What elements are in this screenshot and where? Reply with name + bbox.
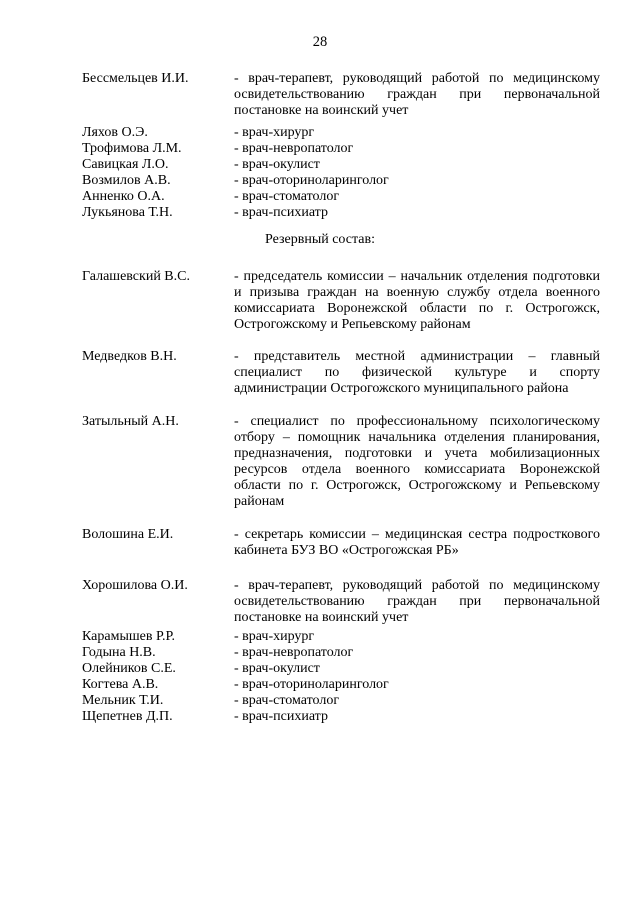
member-name: Карамышев Р.Р. (82, 629, 176, 644)
member-role-line: отбору – помощник начальника отделения планирования, (234, 430, 600, 445)
member-role-line: освидетельствованию граждан при первоначальной (234, 594, 600, 609)
member-name: Ляхов О.Э. (82, 125, 148, 140)
member-role-line: - врач-терапевт, руководящий работой по медицинскому (234, 71, 600, 86)
member-name: Возмилов А.В. (82, 173, 171, 188)
member-role-line: - представитель местной администрации – главный (234, 349, 600, 364)
member-role-line: - врач-хирург (234, 629, 315, 644)
member-name: Мельник Т.И. (82, 693, 164, 708)
member-name: Бессмельцев И.И. (82, 71, 189, 86)
member-role-line: - специалист по профессиональному психологическому (234, 414, 600, 429)
member-role-line: - врач-психиатр (234, 205, 328, 220)
member-role-line: - врач-психиатр (234, 709, 328, 724)
member-role-line: постановке на воинский учет (234, 610, 409, 625)
member-role-line: - врач-хирург (234, 125, 315, 140)
member-role-line: - врач-стоматолог (234, 693, 340, 708)
member-role-line: предназначения, подготовки и учета мобилизационных (234, 446, 600, 461)
member-role-line: Острогожскому и Репьевскому районам (234, 317, 471, 332)
member-role (234, 71, 600, 119)
reserve-section-title: Резервный состав: (264, 232, 375, 247)
member-role-line: кабинета БУЗ ВО «Острогожская РБ» (234, 543, 459, 558)
member-role (234, 349, 600, 397)
member-role (234, 414, 600, 510)
member-role-line: - врач-стоматолог (234, 189, 340, 204)
member-role-line: - врач-окулист (234, 661, 320, 676)
member-name: Затыльный А.Н. (82, 414, 179, 429)
member-role-line: комиссариата Воронежской области по г. Острогожск, (234, 301, 600, 316)
member-role (234, 677, 600, 693)
member-role (234, 205, 600, 221)
member-role (234, 693, 600, 709)
member-name: Галашевский В.С. (82, 269, 190, 284)
member-role (234, 269, 600, 333)
member-role-line: постановке на воинский учет (234, 103, 409, 118)
member-name: Савицкая Л.О. (82, 157, 169, 172)
member-role-line: - врач-оториноларинголог (234, 173, 389, 188)
member-role-line: области по г. Острогожск, Острогожскому и Репьевскому (234, 478, 600, 493)
member-role (234, 141, 600, 157)
member-role (234, 527, 600, 559)
member-role (234, 629, 600, 645)
member-role-line: ресурсов отдела военного комиссариата Воронежской (234, 462, 600, 477)
member-role-line: - врач-невропатолог (234, 141, 354, 156)
member-role-line: администрации Острогожского муниципального района (234, 381, 569, 396)
page-number: 28 (312, 34, 328, 50)
member-role (234, 157, 600, 173)
member-role-line: - врач-терапевт, руководящий работой по медицинскому (234, 578, 600, 593)
member-role (234, 189, 600, 205)
member-role (234, 173, 600, 189)
member-name: Хорошилова О.И. (82, 578, 188, 593)
member-role-line: специалист по физической культуре и спорту (234, 365, 600, 380)
member-name: Олейников С.Е. (82, 661, 176, 676)
member-role-line: - врач-окулист (234, 157, 320, 172)
member-name: Щепетнев Д.П. (82, 709, 173, 724)
member-role-line: - врач-невропатолог (234, 645, 354, 660)
member-name: Годына Н.В. (82, 645, 156, 660)
member-role (234, 661, 600, 677)
member-name: Трофимова Л.М. (82, 141, 182, 156)
member-role (234, 709, 600, 725)
member-role (234, 645, 600, 661)
member-role (234, 578, 600, 626)
member-role (234, 125, 600, 141)
member-name: Волошина Е.И. (82, 527, 174, 542)
member-role-line: - секретарь комиссии – медицинская сестра подросткового (234, 527, 600, 542)
member-role-line: освидетельствованию граждан при первоначальной (234, 87, 600, 102)
member-name: Лукьянова Т.Н. (82, 205, 173, 220)
member-name: Когтева А.В. (82, 677, 159, 692)
member-role-line: - врач-оториноларинголог (234, 677, 389, 692)
member-name: Анненко О.А. (82, 189, 165, 204)
member-name: Медведков В.Н. (82, 349, 177, 364)
member-role-line: - председатель комиссии – начальник отделения подготовки (234, 269, 600, 284)
member-role-line: районам (234, 494, 285, 509)
member-role-line: и призыва граждан на военную службу отдела военного (234, 285, 600, 300)
